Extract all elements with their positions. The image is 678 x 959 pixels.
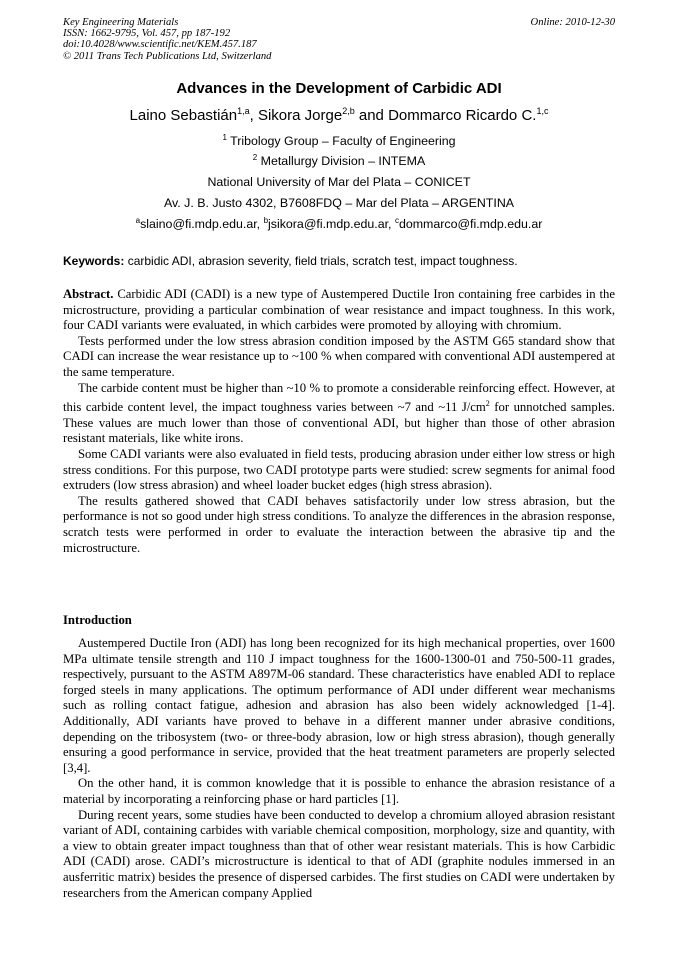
abstract-label: Abstract. [63, 287, 114, 301]
author-name: Laino Sebastián [129, 107, 238, 124]
abstract-paragraph: Some CADI variants were also evaluated in field tests, producing abrasion under either low stress or high stress conditions. For this purpose, two CADI prototype parts were studied: screw segments for animal food extruders (low stress abrasion) and wheel loader bucket edges (high stress abrasion). [63, 446, 615, 493]
abstract [63, 287, 615, 556]
author-list [0, 106, 678, 124]
paragraph-text: for unnotched samples. These values are much lower than those of conventional ADI, but higher than those of other abrasion resistant materials, like white irons. [63, 400, 615, 446]
copyright: © 2011 Trans Tech Publications Ltd, Switzerland [63, 50, 272, 62]
journal-name: Key Engineering Materials [63, 17, 179, 28]
abstract-paragraph [63, 381, 615, 447]
paragraph-text: Carbidic ADI (CADI) is a new type of Austempered Ductile Iron containing free carbides in the microstructure, providing a particular combination of wear resistance and impact toughness. In this work, four CADI variants were evaluated, in which carbides were promoted by alloying with chromium. [63, 287, 615, 333]
abstract-paragraph: Tests performed under the low stress abrasion condition imposed by the ASTM G65 standard show that CADI can increase the wear resistance up to ~100 % when compared with conventional ADI austempered at the same temperature. [63, 333, 615, 379]
issn: ISSN: 1662-9795, Vol. 457, pp 187-192 [63, 28, 231, 40]
aff-sup: 2 [252, 153, 258, 162]
university: National University of Mar del Plata – CONICET [207, 175, 471, 189]
section-heading-introduction: Introduction [63, 613, 132, 627]
introduction-body [63, 636, 615, 901]
abstract-paragraph [63, 287, 615, 334]
abstract-paragraph: The results gathered showed that CADI behaves satisfactorily under low stress abrasion, but the performance is not so good under high stress conditions. To analyze the differences in the abrasion response, scratch tests were performed in order to evaluate the interaction between the abrasive tip and the microstructure. [63, 493, 615, 555]
affiliation-1 [0, 133, 678, 148]
affiliation-2 [0, 153, 678, 168]
paper-title: Advances in the Development of Carbidic ADI [176, 80, 502, 97]
paragraph-text: The carbide content must be higher than ~10 % to promote a considerable reinforcing effect. However, at this carbide content level, the impact toughness varies between ~7 and ~11 J/cm [63, 380, 615, 415]
email-link[interactable]: jsikora@fi.mdp.edu.ar [268, 217, 389, 231]
email-link[interactable]: dommarco@fi.mdp.edu.ar [398, 217, 543, 231]
intro-paragraph: During recent years, some studies have been conducted to develop a chromium alloyed abrasion resistant variant of ADI, containing carbides with variable chemical composition, morphology, size and quantity, with a view to obtain greater impact toughness than that of other wear resistant materials. This is how Carbidic ADI (CADI) arose. CADI’s microstructure is identical to that of ADI (graphite nodules immersed in an ausferritic matrix) besides the presence of dispersed carbides. The first studies on CADI were undertaken by researchers from the American company Applied [63, 807, 615, 900]
author-sup: 1,a [237, 106, 250, 116]
intro-paragraph: Austempered Ductile Iron (ADI) has long been recognized for its high mechanical properties, over 1600 MPa ultimate tensile strength and 110 J impact toughness for the 1600-1300-01 and 750-500-11 grades, respectively, pursuant to the ASTM A897M-06 standard. These characteristics have enabled ADI to replace forged steels in many applications. The optimum performance of ADI under different wear mechanisms such as rolling contact fatigue, adhesion and abrasion has also been widely acknowledged [1-4]. Additionally, ADI variants have proved to behave in a different manner under abrasive conditions, depending on the tribosystem (two- or three-body abrasion, low or high stress abrasion), though generally ensuring a good performance in service, provided that the heat treatment parameters are properly selected [3,4]. [63, 636, 615, 775]
journal-header [63, 17, 483, 62]
keywords-text: carbidic ADI, abrasion severity, field trials, scratch test, impact toughness. [127, 254, 518, 268]
online-date: Online: 2010-12-30 [530, 17, 615, 28]
superscript: 2 [485, 399, 490, 409]
email-sup: c [394, 216, 399, 225]
email-sup: a [135, 216, 141, 225]
author-sup: 1,c [536, 106, 549, 116]
author-sep: and [354, 107, 389, 124]
keywords-label: Keywords: [63, 254, 125, 268]
aff-text: Tribology Group – Faculty of Engineering [230, 134, 456, 148]
aff-text: Metallurgy Division – INTEMA [260, 154, 426, 168]
author-sep: , [249, 107, 258, 124]
emails: $^a$slaino@fi.mdp.edu.ar, $^b$jsikora@fi.mdp.edu.ar, $^c$dommarco@fi.mdp.edu.ar [135, 216, 543, 231]
email-sup: b [263, 216, 269, 225]
email-link[interactable]: slaino@fi.mdp.edu.ar [140, 217, 257, 231]
intro-paragraph: On the other hand, it is common knowledge that it is possible to enhance the abrasion resistance of a material by incorporating a reinforcing phase or hard particles [1]. [63, 776, 615, 806]
author-name: Dommarco Ricardo C. [388, 107, 537, 124]
author-name: Sikora Jorge [257, 107, 343, 124]
author-sup: 2,b [342, 106, 355, 116]
address: Av. J. B. Justo 4302, B7608FDQ – Mar del Plata – ARGENTINA [163, 196, 515, 210]
doi: doi:10.4028/www.scientific.net/KEM.457.187 [63, 39, 257, 51]
aff-sup: 1 [222, 133, 227, 142]
keywords [63, 254, 615, 268]
